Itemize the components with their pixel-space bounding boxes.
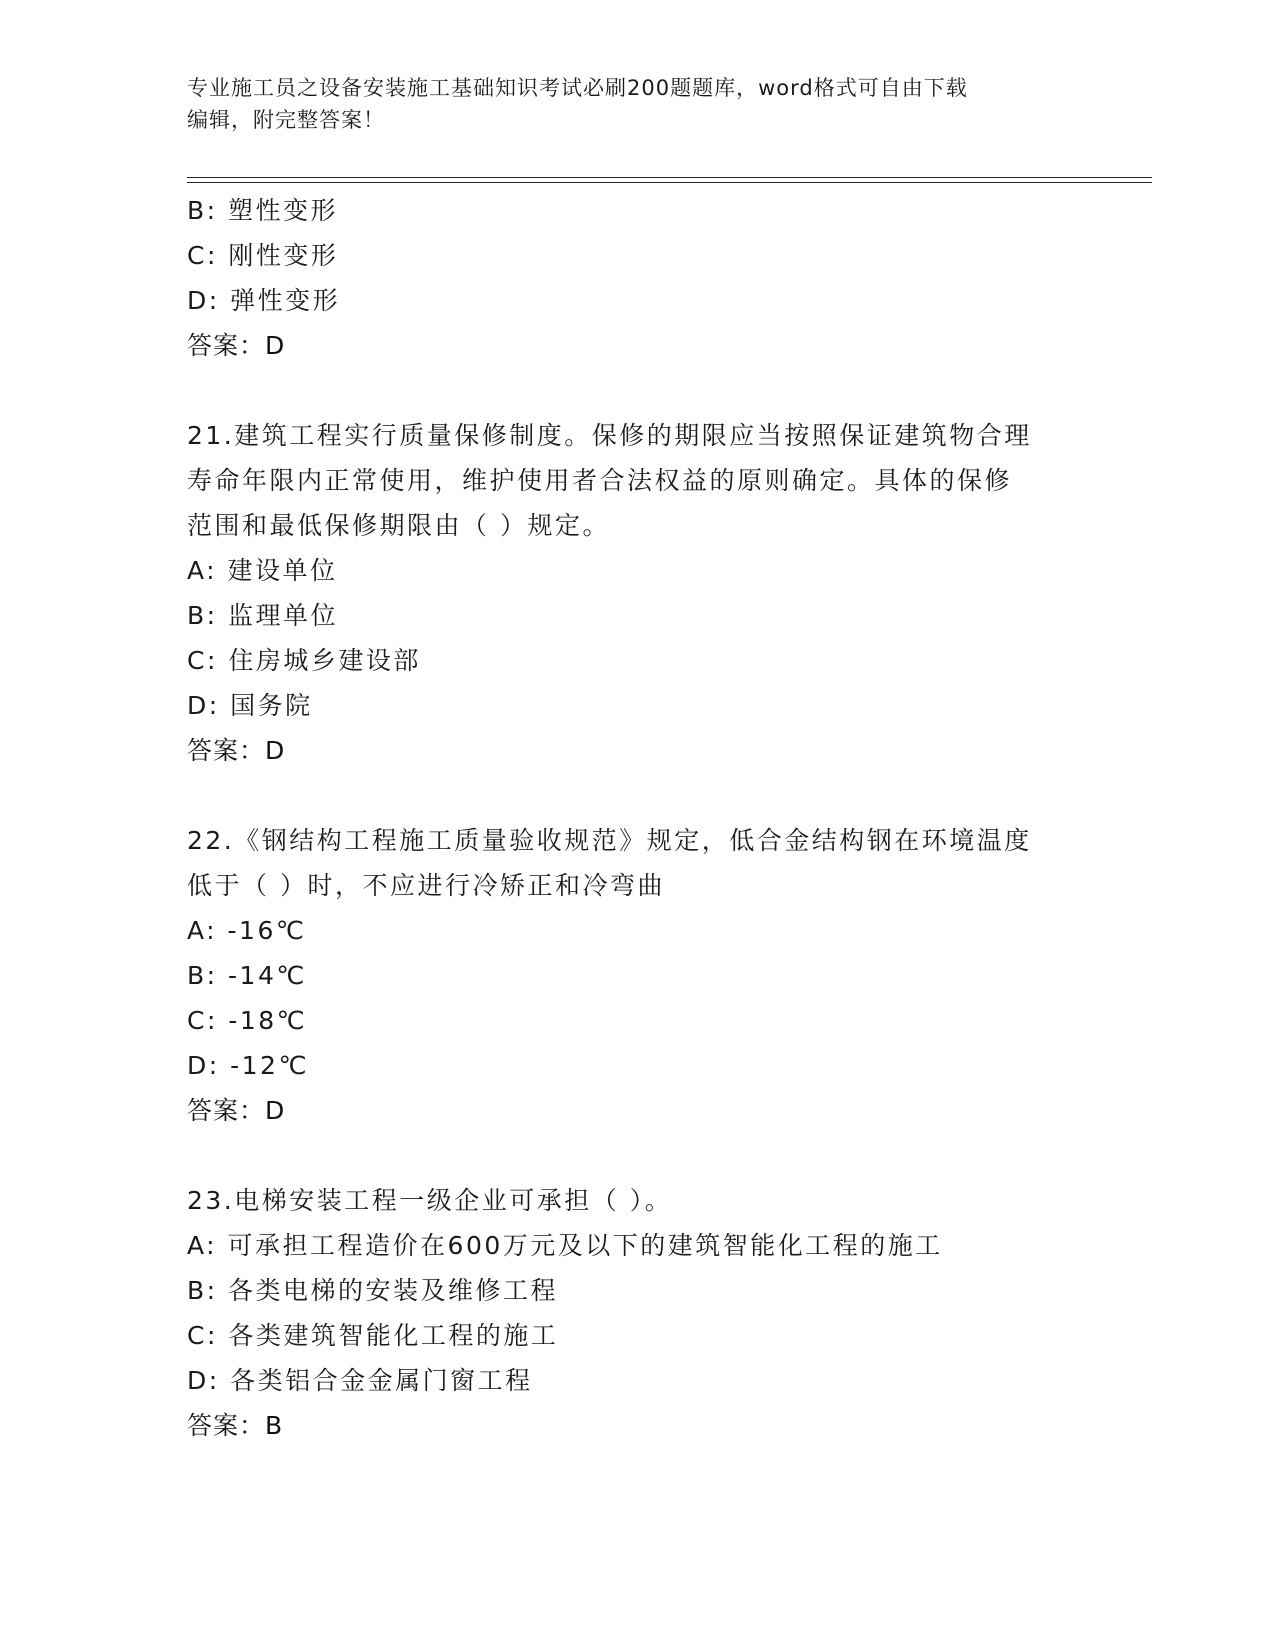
question-23: [187, 1178, 1087, 1449]
question-line: 范围和最低保修期限由（ ）规定。: [187, 511, 610, 540]
answer-line: 答案：B: [187, 1411, 284, 1440]
answer-line: 答案：D: [187, 331, 286, 360]
question-line: 低于（ ）时，不应进行冷矫正和冷弯曲: [187, 871, 665, 900]
option-b: B: -14℃: [187, 961, 307, 990]
question-line: 21.建筑工程实行质量保修制度。保修的期限应当按照保证建筑物合理: [187, 421, 1032, 450]
question-text: [187, 413, 1087, 548]
header-divider-top: [187, 177, 1152, 178]
question-21: [187, 413, 1087, 774]
option-d: D: 国务院: [187, 691, 313, 720]
document-body: [187, 188, 1087, 1449]
option-a: A: -16℃: [187, 916, 307, 945]
option-b: B: 监理单位: [187, 601, 339, 630]
option-b: B: 塑性变形: [187, 196, 339, 225]
answer-line: 答案：D: [187, 1096, 286, 1125]
option-c: C: -18℃: [187, 1006, 308, 1035]
prev-question-block: [187, 188, 1087, 369]
question-text: [187, 1178, 1087, 1223]
option-a: A: 可承担工程造价在600万元及以下的建筑智能化工程的施工: [187, 1231, 943, 1260]
question-line: 22.《钢结构工程施工质量验收规范》规定，低合金结构钢在环境温度: [187, 826, 1032, 855]
option-c: C: 各类建筑智能化工程的施工: [187, 1321, 559, 1350]
option-d: D: 各类铝合金金属门窗工程: [187, 1366, 533, 1395]
answer-line: 答案：D: [187, 736, 286, 765]
header-line-2: 编辑，附完整答案！: [187, 108, 385, 132]
option-d: D: 弹性变形: [187, 286, 341, 315]
question-22: [187, 818, 1087, 1134]
question-line: 23.电梯安装工程一级企业可承担（ ）。: [187, 1186, 673, 1215]
question-line: 寿命年限内正常使用，维护使用者合法权益的原则确定。具体的保修: [187, 466, 1013, 495]
option-c: C: 刚性变形: [187, 241, 339, 270]
option-d: D: -12℃: [187, 1051, 310, 1080]
option-b: B: 各类电梯的安装及维修工程: [187, 1276, 559, 1305]
document-header: [187, 72, 1067, 136]
header-divider-bottom: [187, 182, 1152, 183]
question-text: [187, 818, 1087, 908]
option-a: A: 建设单位: [187, 556, 338, 585]
option-c: C: 住房城乡建设部: [187, 646, 421, 675]
header-line-1: 专业施工员之设备安装施工基础知识考试必刷200题题库，word格式可自由下载: [187, 76, 968, 100]
